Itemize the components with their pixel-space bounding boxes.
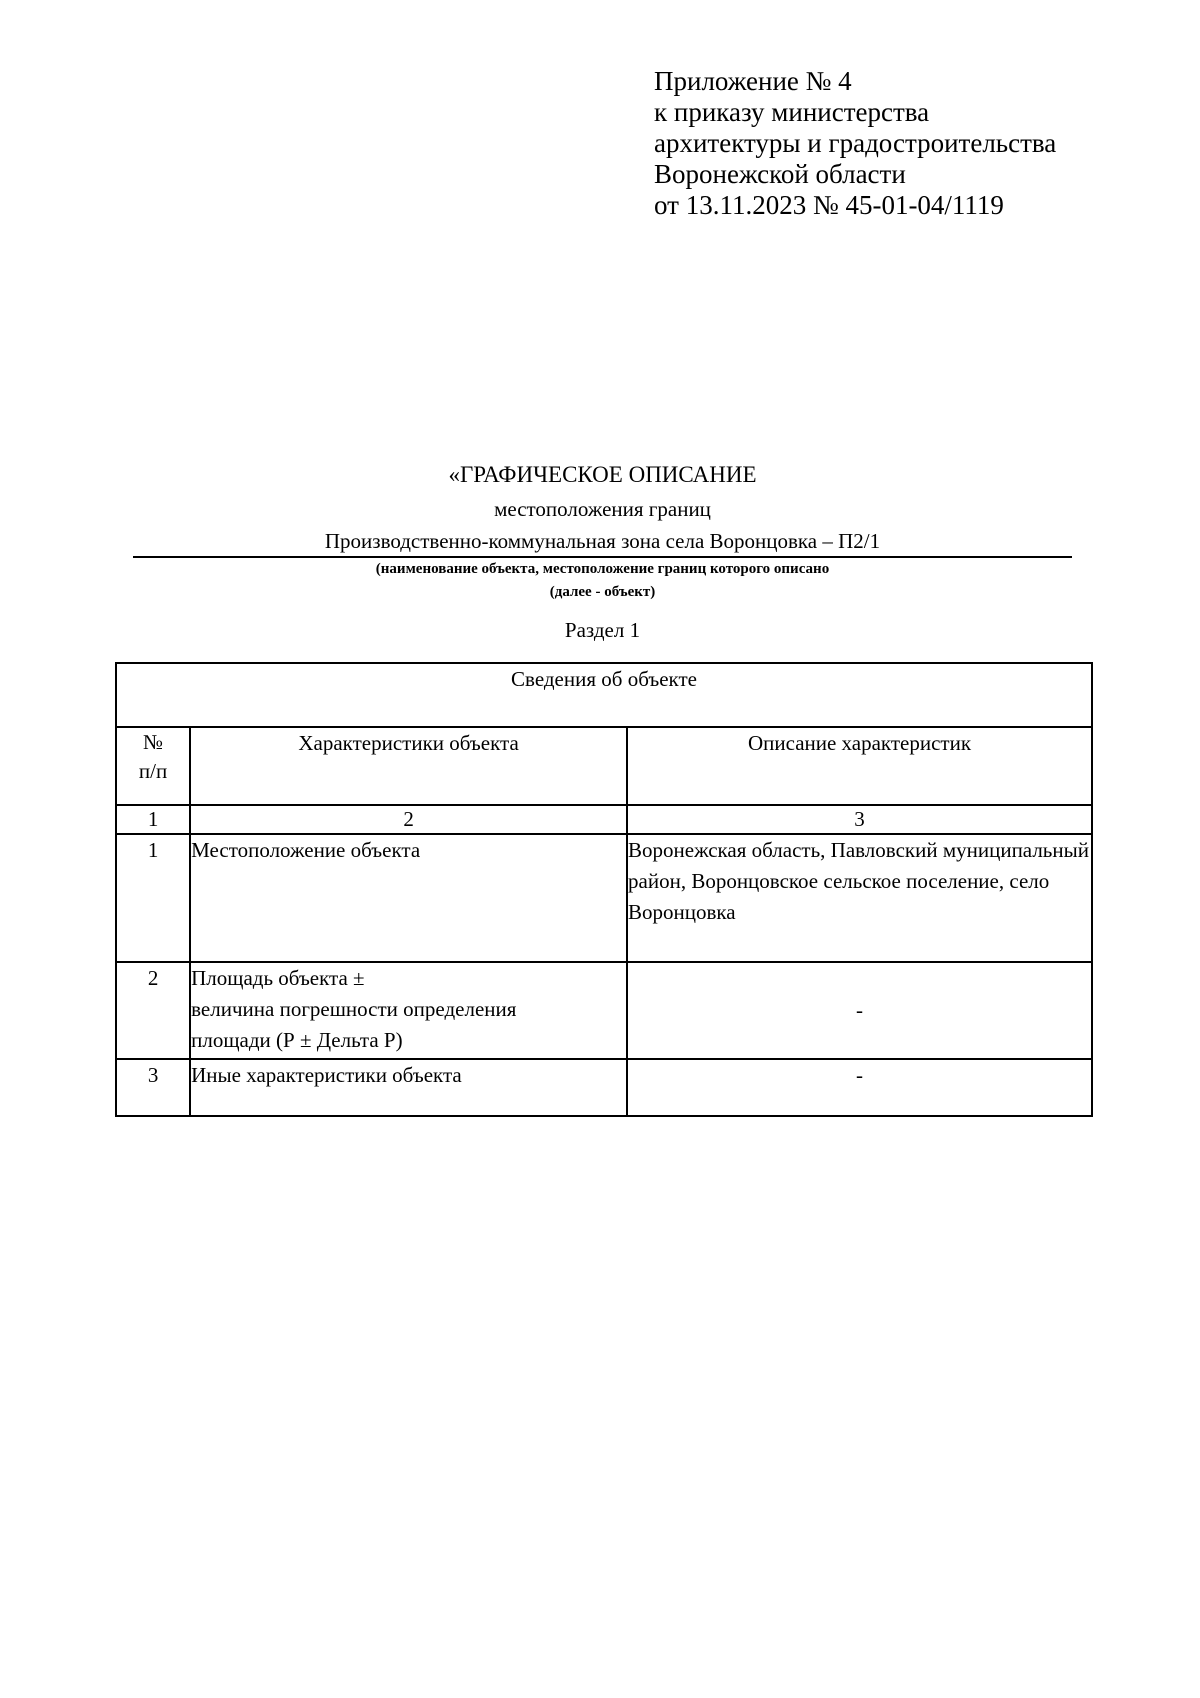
row-characteristic-line: величина погрешности определения	[191, 997, 517, 1021]
column-header-description: Описание характеристик	[627, 727, 1092, 805]
row-characteristic	[190, 962, 627, 1059]
section-label: Раздел 1	[564, 618, 641, 642]
column-index: 2	[190, 805, 627, 834]
table-row	[116, 962, 1092, 1059]
column-index: 3	[627, 805, 1092, 834]
column-index: 1	[116, 805, 190, 834]
object-name-caption: (наименование объекта, местоположение границ которого описано	[375, 561, 830, 577]
row-description: -	[627, 1059, 1092, 1116]
document-subtitle: местоположения границ	[494, 497, 711, 521]
row-characteristic: Местоположение объекта	[190, 834, 627, 962]
appendix-line: Приложение № 4	[654, 66, 852, 96]
column-header-num-abbr: п/п	[138, 759, 168, 783]
title-block	[133, 460, 1072, 644]
object-name: Производственно-коммунальная зона села Воронцовка – П2/1	[133, 527, 1072, 558]
table-header: Сведения об объекте	[116, 663, 1092, 727]
table-row	[116, 834, 1092, 962]
row-description: -	[627, 962, 1092, 1059]
row-number: 3	[116, 1059, 190, 1116]
table-header-row	[116, 663, 1092, 727]
appendix-block	[654, 66, 1056, 221]
column-header-num-symbol: №	[143, 730, 164, 754]
row-characteristic-line: площади (Р ± Дельта Р)	[191, 1028, 403, 1052]
appendix-line: Воронежской области	[654, 159, 906, 189]
document-title: «ГРАФИЧЕСКОЕ ОПИСАНИЕ	[448, 462, 757, 487]
appendix-line: к приказу министерства	[654, 97, 930, 127]
row-characteristic: Иные характеристики объекта	[190, 1059, 627, 1116]
row-number: 2	[116, 962, 190, 1059]
column-header-characteristic: Характеристики объекта	[190, 727, 627, 805]
column-header-row	[116, 727, 1092, 805]
object-info-table	[115, 662, 1093, 1117]
row-characteristic-line: Площадь объекта ±	[191, 966, 365, 990]
column-header-num	[116, 727, 190, 805]
appendix-line: архитектуры и градостроительства	[654, 128, 1057, 158]
table-row	[116, 1059, 1092, 1116]
object-name-caption-note: (далее - объект)	[549, 584, 656, 600]
row-number: 1	[116, 834, 190, 962]
appendix-order-date: от 13.11.2023 № 45-01-04/1119	[654, 190, 1004, 220]
column-index-row	[116, 805, 1092, 834]
row-description: Воронежская область, Павловский муниципальный район, Воронцовское сельское поселение, село Воронцовка	[627, 834, 1092, 962]
